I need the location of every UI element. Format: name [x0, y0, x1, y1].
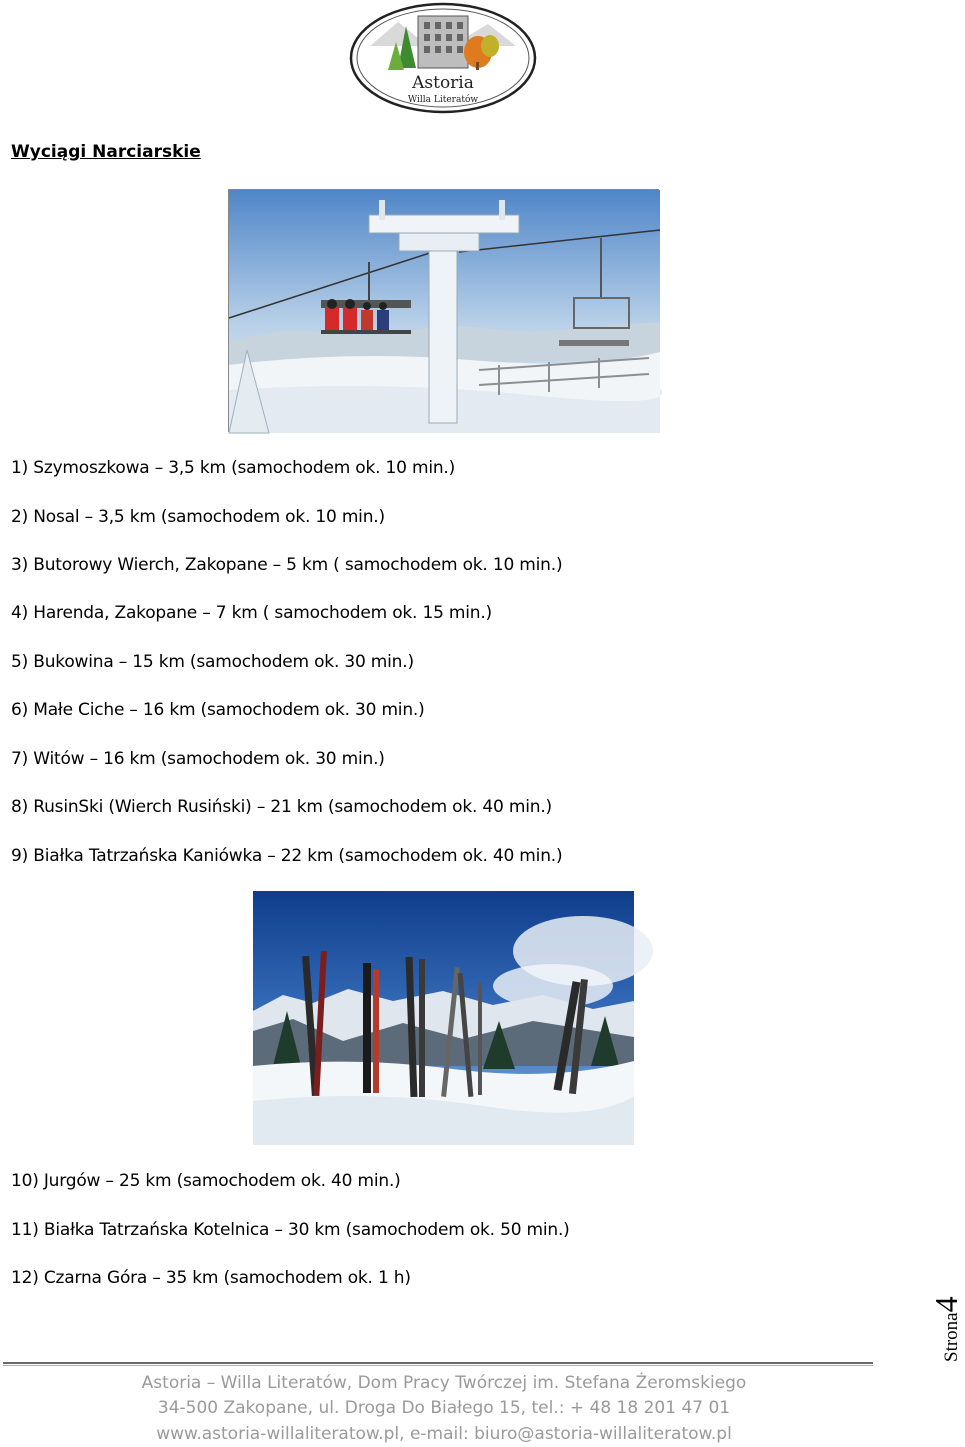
- list-item: 5) Bukowina – 15 km (samochodem ok. 30 min.): [11, 652, 414, 672]
- list-item: 8) RusinSki (Wierch Rusiński) – 21 km (samochodem ok. 40 min.): [11, 797, 552, 817]
- list-item: 7) Witów – 16 km (samochodem ok. 30 min.): [11, 749, 385, 769]
- list-item: 1) Szymoszkowa – 3,5 km (samochodem ok. 10 min.): [11, 458, 456, 478]
- list-item: 3) Butorowy Wierch, Zakopane – 5 km ( samochodem ok. 10 min.): [11, 555, 563, 575]
- skis-photo: [253, 891, 634, 1145]
- list-item: 10) Jurgów – 25 km (samochodem ok. 40 min.): [11, 1171, 401, 1191]
- page-number: 4: [928, 1296, 964, 1313]
- list-item: 11) Białka Tatrzańska Kotelnica – 30 km (samochodem ok. 50 min.): [11, 1220, 570, 1240]
- footer-line-2: 34-500 Zakopane, ul. Droga Do Białego 15, tel.: + 48 18 201 47 01: [157, 1398, 731, 1418]
- list-item: 12) Czarna Góra – 35 km (samochodem ok. 1 h): [11, 1268, 411, 1288]
- footer-line-1: Astoria – Willa Literatów, Dom Pracy Twórczej im. Stefana Żeromskiego: [141, 1373, 747, 1393]
- astoria-logo: [348, 2, 538, 114]
- footer-divider: [3, 1362, 873, 1364]
- logo-subtitle: Willa Literatów: [407, 95, 479, 105]
- chairlift-photo: [228, 189, 659, 432]
- page-word: Strona: [941, 1312, 962, 1362]
- footer-divider-shadow: [3, 1365, 873, 1366]
- logo-name: Astoria: [412, 73, 474, 93]
- footer-line-3: www.astoria-willaliteratow.pl, e-mail: biuro@astoria-willaliteratow.pl: [156, 1424, 732, 1444]
- page-number-label: [925, 1282, 965, 1364]
- list-item: 9) Białka Tatrzańska Kaniówka – 22 km (samochodem ok. 40 min.): [11, 846, 563, 866]
- list-item: 4) Harenda, Zakopane – 7 km ( samochodem ok. 15 min.): [11, 603, 492, 623]
- list-item: 6) Małe Ciche – 16 km (samochodem ok. 30 min.): [11, 700, 425, 720]
- svg-text:Strona4: [928, 1296, 964, 1362]
- page-heading: Wyciągi Narciarskie: [11, 142, 201, 162]
- list-item: 2) Nosal – 3,5 km (samochodem ok. 10 min.): [11, 507, 385, 527]
